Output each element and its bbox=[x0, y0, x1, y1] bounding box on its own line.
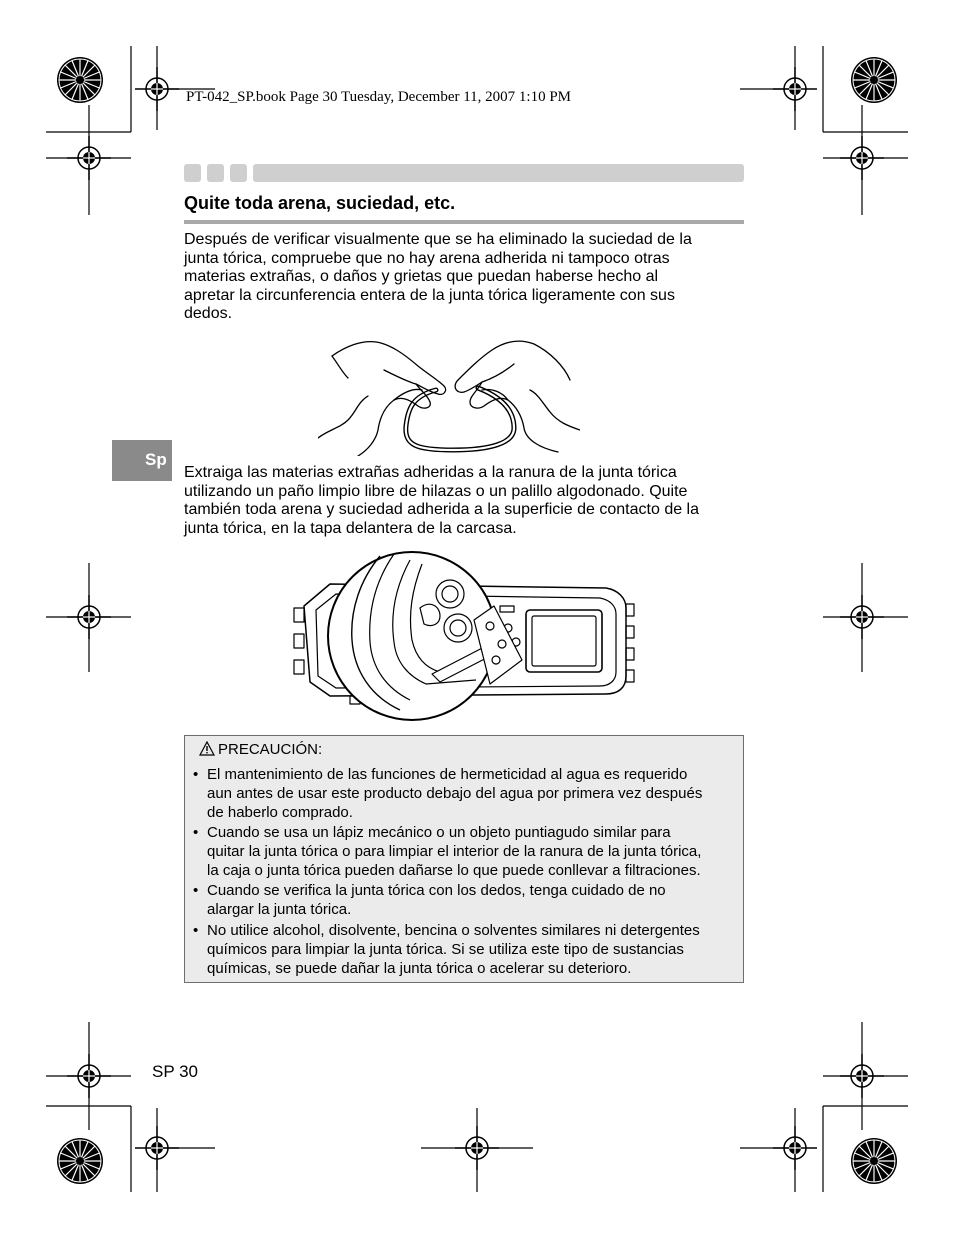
text-line: dedos. bbox=[184, 305, 233, 323]
text-line: utilizando un paño limpio libre de hilazas o un palillo algodonado. Quite bbox=[184, 482, 688, 500]
section-bar bbox=[253, 164, 744, 182]
text-line: apretar la circunferencia entera de la junta tórica ligeramente con sus bbox=[184, 286, 675, 304]
heading-rule bbox=[184, 220, 744, 224]
section-heading: Quite toda arena, suciedad, etc. bbox=[184, 193, 456, 213]
warning-triangle-icon bbox=[199, 741, 215, 756]
caution-box: PRECAUCIÓN: • El mantenimiento de las funciones de hermeticidad al agua es requerido aun antes de usar este producto debajo del agua por primera vez después de haberlo comprado. • Cuando se usa un lápiz mecánico o un objeto puntiagudo similar para quitar la junta tórica o para limpiar el interior de la ranura de la junta tórica, la caja o junta tórica pueden dañarse lo que puede conllevar a filtraciones. • Cuando se verifica la junta tórica con los dedos, tenga cuidado de no alargar la junta tórica. • No utilice alcohol, disolvente, bencina o solventes similares ni detergentes químicos para limpiar la junta tórica. Si se utiliza este tipo de sustancias químicas, se puede dañar la junta tórica o acelerar su deterioro. bbox=[184, 735, 744, 983]
text-line: Después de verificar visualmente que se ha eliminado la suciedad de la bbox=[184, 231, 692, 248]
caution-title: PRECAUCIÓN: bbox=[199, 741, 322, 758]
paragraph-clean-groove bbox=[184, 464, 746, 538]
housing-cleaning-illustration bbox=[290, 550, 638, 722]
paragraph-inspect bbox=[184, 231, 746, 324]
text-line: junta tórica, compruebe que no hay arena adherida ni tampoco otras bbox=[184, 249, 670, 267]
page-number: SP 30 bbox=[152, 1062, 199, 1081]
text-line: también toda arena y suciedad adherida a la superficie de contacto de la bbox=[184, 501, 700, 519]
language-tab: Sp bbox=[112, 440, 172, 481]
text-line: Extraiga las materias extrañas adheridas a la ranura de la junta tórica bbox=[184, 464, 677, 481]
book-info-line: PT-042_SP.book Page 30 Tuesday, December 11, 2007 1:10 PM bbox=[186, 89, 572, 105]
text-line: junta tórica, en la tapa delantera de la carcasa. bbox=[184, 519, 517, 537]
text-line: materias extrañas, o daños y grietas que puedan haberse hecho al bbox=[184, 268, 659, 286]
hands-oring-illustration bbox=[318, 330, 580, 456]
